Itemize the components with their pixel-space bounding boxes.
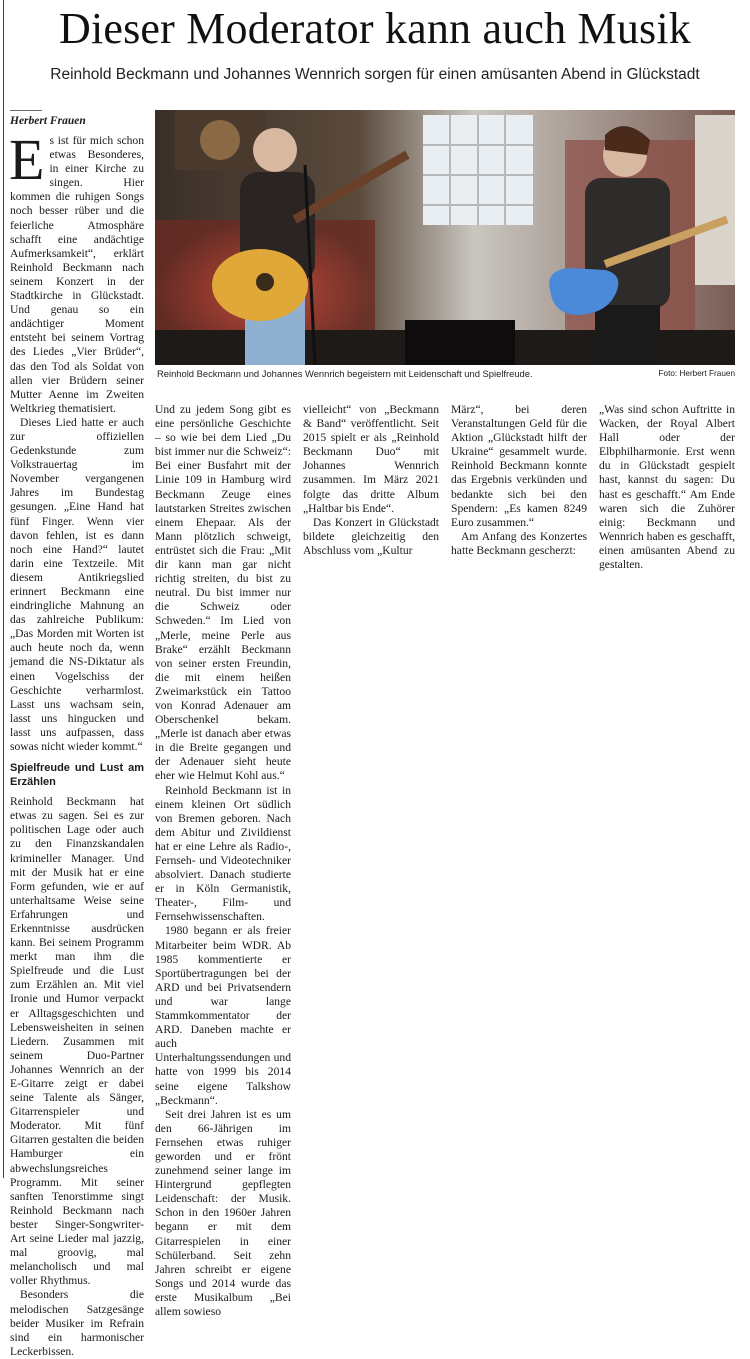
photo-caption-bar bbox=[155, 367, 735, 385]
paragraph: März“, bei deren Veranstaltungen Geld für die Aktion „Glückstadt hilft der Ukraine“ gesammelt wurde. Reinhold Beckmann konnte das Ergebnis verkünden und bedankte sich bei den Spendern: „Es kamen 8249 Euro zusammen.“ bbox=[451, 403, 587, 529]
paragraph: Dieses Lied hatte er auch zur offiziellen Gedenkstunde zum Volkstrauertag im November vergangenen Jahres im Bundestag gesungen. „Eine Hand hat fünf Finger. Wenn vier davon fehlen, ist es dann noch eine Hand?“ lautet darin eine Textzeile. Mit diesem Antikriegslied erinnert Beckmann eine eindringliche Mahnung an das zahlreiche Publikum: „Das Morden mit Worten ist auch heute noch da, wenn jemand die NS-Diktatur als einen Vogelschiss der Geschichte verharmlost. Lasst uns wachsam sein, lasst uns hingucken und lasst uns aufpassen, dass sowas nicht wieder kommt.“ bbox=[10, 415, 144, 754]
paragraph: Reinhold Beckmann ist in einem kleinen Ort südlich von Bremen geboren. Nach dem Abitur und Zivildienst hat er eine Lehre als Radio-, Fernseh- und Videotechniker absolviert. Danach studierte er in Köln Germanistik, Theater-, Film- und Fernsehwissenschaften. bbox=[155, 783, 291, 924]
concert-photo bbox=[155, 110, 735, 365]
headline: Dieser Moderator kann auch Musik bbox=[58, 4, 691, 53]
subheadline: Reinhold Beckmann und Johannes Wennrich sorgen für einen amüsanten Abend in Glückstadt bbox=[50, 66, 700, 83]
paragraph: Besonders die melodischen Satzgesänge beider Musiker im Refrain sind ein harmonischer Leckerbissen. bbox=[10, 1288, 144, 1358]
lead-text: s ist für mich schon etwas Besonderes, in einer Kirche zu singen. Hier kommen die ruhigen Songs noch besser rüber und die feierliche Atmosphäre schafft eine andächtige Aufmerksamkeit“, erklärt Reinhold Beckmann nach seinem Konzert in der Stadtkirche in Glückstadt. Und genau so ein andächtiger Moment entsteht bei seinem Vortrag des Liedes „Vier Brüder“, das den Tod als Soldat von allen vier Brüdern seiner Mutter Aenne im Zweiten Weltkrieg thematisiert. bbox=[10, 134, 144, 415]
byline-rule bbox=[10, 110, 42, 111]
paragraph: Das Konzert in Glückstadt bildete gleichzeitig den Abschluss vom „Kultur bbox=[303, 515, 439, 557]
byline: Herbert Frauen bbox=[10, 115, 86, 127]
paragraph: „Was sind schon Auftritte in Wacken, der Royal Albert Hall oder der Elbphilharmonie. Erst wenn du in Glückstadt gespielt hast, kannst du sagen: Du hast es geschafft.“ Am Ende waren sich die Zuhörer einig: Beckmann und Wennrich haben es geschafft, einen amüsanten Abend zu gestalten. bbox=[599, 403, 735, 572]
article-column-3 bbox=[303, 403, 439, 558]
paragraph: vielleicht“ von „Beckmann & Band“ veröffentlicht. Seit 2015 spielt er als „Reinhold Beckmann Duo“ mit Johannes Wennrich zusammen. Im März 2021 folgte das dritte Album „Haltbar bis Ende“. bbox=[303, 403, 439, 515]
paragraph: Am Anfang des Konzertes hatte Beckmann gescherzt: bbox=[451, 529, 587, 557]
photo-caption: Reinhold Beckmann und Johannes Wennrich begeistern mit Leidenschaft und Spielfreude. bbox=[157, 368, 533, 379]
section-subheading: Spielfreude und Lust am Erzählen bbox=[10, 762, 144, 788]
paragraph: 1980 begann er als freier Mitarbeiter beim WDR. Ab 1985 kommentierte er Sportübertragungen bei der ARD und bei Privatsendern und war lange Stammkommentator der ARD. Daneben machte er auch Unterhaltungssendungen und hatte von 1999 bis 2014 seine eigene Talkshow „Beckmann“. bbox=[155, 924, 291, 1107]
article-column-5 bbox=[599, 403, 735, 572]
drop-cap: E bbox=[9, 127, 45, 192]
concert-photo-illustration bbox=[155, 110, 735, 365]
lead-paragraph bbox=[9, 127, 144, 416]
paragraph: Und zu jedem Song gibt es eine persönliche Geschichte – so wie bei dem Lied „Du bist immer nur die Schweiz“: Bei einer Busfahrt mit der Linie 109 in Hamburg wird Beckmann Zeuge eines lautstarken Streites zwischen einem Ehepaar. Als der Mann plötzlich schweigt, entrüstet sich die Frau: „Mit dir kann man gar nicht richtig streiten, du bist zu neutral. Du bist immer nur die Schweiz oder Schweden.“ Im Lied von „Merle, meine Perle aus Brake“ erzählt Beckmann von seiner ersten Freundin, die mit einem heißen Zweimarkstück ein Tattoo von Konrad Adenauer am Oberschenkel bekam. „Merle ist danach aber etwas in die Breite gegangen und der Adenauer sieht heute eher wie Helmut Kohl aus.“ bbox=[155, 403, 291, 783]
lead-paragraph-block bbox=[9, 127, 144, 416]
article-column-2 bbox=[155, 403, 291, 1319]
paragraph: Reinhold Beckmann hat etwas zu sagen. Sei es zur politischen Lage oder auch zu den Finanzskandalen krimineller Manager. Und mit der Musik hat er eine Form gefunden, wie er auf unterhaltsame Weise seine Erfahrungen und Erkenntnisse ausdrücken kann. Bei seinem Programm merkt man ihm die Spielfreude und die Lust zum Erzählen an. Mit viel Ironie und Humor verpackt er Alltagsgeschichten und Lebensweisheiten in seinen Liedern. Zusammen mit seinem Duo-Partner Johannes Wennrich an der E-Gitarre zeigt er dabei seine Talente als Sänger, Gitarrenspieler und Moderator. Mit fünf Gitarren gestalten die beiden Hamburger ein abwechslungsreiches Programm. Mit seiner sanften Tenorstimme singt Reinhold Beckmann nach bester Singer-Songwriter-Art seine Lieder mal jazzig, mal groovig, mal melancholisch und mal voller Rhythmus. bbox=[10, 795, 144, 1288]
paragraph: Seit drei Jahren ist es um den 66-Jährigen im Fernsehen etwas ruhiger geworden und er frönt zunehmend seiner lange im Hintergrund gepflegten Leidenschaft: der Musik. Schon in den 1960er Jahren begann er mit dem Gitarrespielen in einer Schülerband. Seit zehn Jahren schreibt er eigene Songs und 2014 wurde das erste Musikalbum „Bei allem sowieso bbox=[155, 1107, 291, 1318]
article-column-1 bbox=[9, 127, 144, 1359]
photo-credit: Foto: Herbert Frauen bbox=[658, 369, 735, 378]
page-edge-rule bbox=[3, 0, 4, 1178]
article-column-4 bbox=[451, 403, 587, 558]
